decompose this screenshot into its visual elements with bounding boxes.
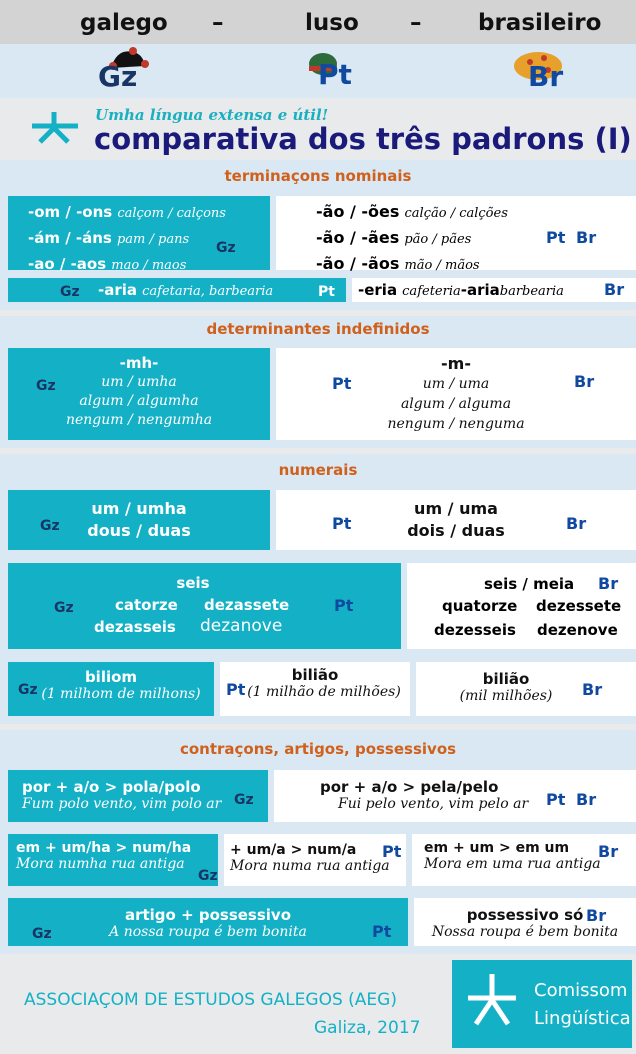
numeral: seis bbox=[176, 574, 210, 592]
example: um / uma bbox=[422, 376, 490, 392]
term: -mh- bbox=[119, 354, 159, 372]
section-title: contraçons, artigos, possessivos bbox=[179, 740, 457, 758]
example: pam / pans bbox=[116, 232, 190, 247]
section-title: determinantes indefinidos bbox=[206, 320, 430, 338]
pt-badge: Pt bbox=[226, 680, 246, 699]
gz-badge: Gz bbox=[216, 240, 236, 256]
br-badge: Br bbox=[598, 842, 619, 861]
br-badge: Br bbox=[598, 574, 619, 593]
term: -ám / -áns bbox=[28, 229, 112, 247]
pt-badge: Pt bbox=[382, 842, 402, 861]
numeral: quatorze bbox=[442, 597, 518, 615]
header-luso: luso bbox=[305, 10, 359, 36]
gz-contr2-panel bbox=[8, 834, 218, 886]
gz-badge: Gz bbox=[54, 600, 74, 616]
br-badge: Br bbox=[528, 60, 564, 93]
gz-indef-panel bbox=[8, 348, 270, 440]
numeral: dezasseis bbox=[94, 618, 176, 636]
gzpt-contr3-panel bbox=[8, 898, 408, 946]
example: A nossa roupa é bem bonita bbox=[109, 924, 307, 940]
example: cafeteria bbox=[402, 284, 461, 299]
header-dash: – bbox=[410, 10, 422, 36]
numeral: dezesseis bbox=[434, 621, 516, 639]
example: pão / pães bbox=[404, 232, 472, 247]
example: mao / maos bbox=[111, 258, 187, 273]
br-badge: Br bbox=[586, 906, 607, 925]
br-badge: Br bbox=[604, 280, 625, 299]
example: (1 milhão de milhões) bbox=[247, 684, 401, 700]
example: um / umha bbox=[101, 374, 177, 390]
example: Mora em uma rua antiga bbox=[424, 856, 601, 872]
numeral: dezenove bbox=[537, 621, 618, 639]
rule: em + um/ha > num/ha bbox=[16, 840, 192, 856]
pt-badge: Pt bbox=[318, 58, 352, 91]
term: -aria bbox=[98, 281, 138, 299]
header-dash: – bbox=[212, 10, 224, 36]
term: -aria bbox=[460, 281, 500, 299]
term: -ão / -ãos bbox=[316, 254, 400, 273]
rule: por + a/o > pela/pelo bbox=[320, 778, 499, 796]
header-brasileiro: brasileiro bbox=[478, 10, 602, 36]
numeral: bilião bbox=[291, 666, 339, 684]
title-subtitle: Umha língua extensa e útil! bbox=[95, 106, 329, 124]
example: Fui pelo vento, vim pelo ar bbox=[338, 796, 529, 812]
example: algum / algumha bbox=[79, 393, 199, 409]
gz-badge: Gz bbox=[36, 378, 56, 394]
gz-badge: Gz bbox=[198, 868, 218, 884]
gz-badge: Gz bbox=[18, 682, 38, 698]
pt-bil-panel bbox=[220, 662, 410, 716]
pt-badge: Pt bbox=[546, 228, 566, 247]
example: calçom / calçons bbox=[117, 206, 226, 221]
footer-logo-line1: Comissom bbox=[534, 980, 628, 1001]
example: calção / calções bbox=[404, 206, 508, 221]
example: barbearia bbox=[499, 284, 564, 299]
pt-badge: Pt bbox=[332, 374, 352, 393]
br-badge: Br bbox=[574, 372, 595, 391]
gz-contr1-panel bbox=[8, 770, 268, 822]
aeg-logo-icon bbox=[30, 108, 80, 148]
rule: possessivo só bbox=[466, 906, 584, 924]
term: -eria bbox=[358, 281, 398, 299]
pt-badge: Pt bbox=[546, 790, 566, 809]
br-badge: Br bbox=[576, 790, 597, 809]
example: Nossa roupa é bem bonita bbox=[431, 924, 619, 940]
numeral: dezassete bbox=[204, 596, 290, 614]
numeral: catorze bbox=[115, 596, 178, 614]
br-bil-panel bbox=[416, 662, 636, 716]
gz-badge: Gz bbox=[98, 60, 138, 93]
footer-place: Galiza, 2017 bbox=[314, 1018, 421, 1038]
term: -om / -ons bbox=[28, 203, 113, 221]
example: nengum / nengumha bbox=[65, 412, 213, 428]
rule: por + a/o > pola/polo bbox=[22, 778, 201, 796]
numeral: dous / duas bbox=[87, 521, 191, 540]
term: -ão / -ões bbox=[316, 202, 400, 221]
pt-badge: Pt bbox=[318, 284, 335, 300]
gz-badge: Gz bbox=[60, 284, 80, 300]
example: (mil milhões) bbox=[459, 688, 553, 704]
numeral: dois / duas bbox=[407, 521, 505, 540]
pt-badge: Pt bbox=[372, 922, 392, 941]
br-badge: Br bbox=[582, 680, 603, 699]
example: Mora numa rua antiga bbox=[230, 858, 390, 874]
numeral: um / uma bbox=[414, 499, 498, 518]
section-title: terminaçons nominais bbox=[224, 167, 412, 185]
page-title: comparativa dos três padrons (I) bbox=[94, 122, 632, 156]
comissom-logo-icon bbox=[464, 970, 520, 1034]
example: nengum / nenguma bbox=[387, 416, 525, 432]
pt-badge: Pt bbox=[332, 514, 352, 533]
rule: artigo + possessivo bbox=[124, 906, 292, 924]
example: cafetaria, barbearia bbox=[142, 284, 274, 299]
gz-badge: Gz bbox=[32, 926, 52, 942]
gz-badge: Gz bbox=[234, 792, 254, 808]
term: -ão / -ães bbox=[316, 228, 400, 247]
example: Mora numha rua antiga bbox=[16, 856, 185, 872]
rule: + um/a > num/a bbox=[230, 842, 357, 858]
gz-badge: Gz bbox=[40, 518, 60, 534]
br-badge: Br bbox=[576, 228, 597, 247]
pt-badge: Pt bbox=[334, 596, 354, 615]
example: algum / alguma bbox=[400, 396, 512, 412]
numeral: bilião bbox=[482, 670, 530, 688]
example: mão / mãos bbox=[404, 258, 480, 273]
numeral: dezessete bbox=[536, 597, 622, 615]
footer-org: ASSOCIAÇOM DE ESTUDOS GALEGOS (AEG) bbox=[24, 990, 397, 1010]
header-galego: galego bbox=[80, 10, 168, 36]
example: (1 milhom de milhons) bbox=[41, 686, 201, 702]
rule: em + um > em um bbox=[424, 840, 570, 856]
section-title: numerais bbox=[278, 461, 358, 479]
term: -ao / -aos bbox=[28, 255, 107, 273]
footer-logo-line2: Lingüística bbox=[534, 1008, 631, 1029]
numeral: dezanove bbox=[200, 616, 283, 636]
numeral: um / umha bbox=[91, 499, 187, 518]
term: -m- bbox=[441, 354, 471, 373]
ptbr-indef-panel bbox=[276, 348, 636, 440]
numeral: biliom bbox=[84, 668, 138, 686]
numeral: seis / meia bbox=[484, 575, 575, 593]
example: Fum polo vento, vim polo ar bbox=[22, 796, 222, 812]
br-badge: Br bbox=[566, 514, 587, 533]
gz-bil-panel bbox=[8, 662, 214, 716]
pt-contr2-panel bbox=[224, 834, 406, 886]
